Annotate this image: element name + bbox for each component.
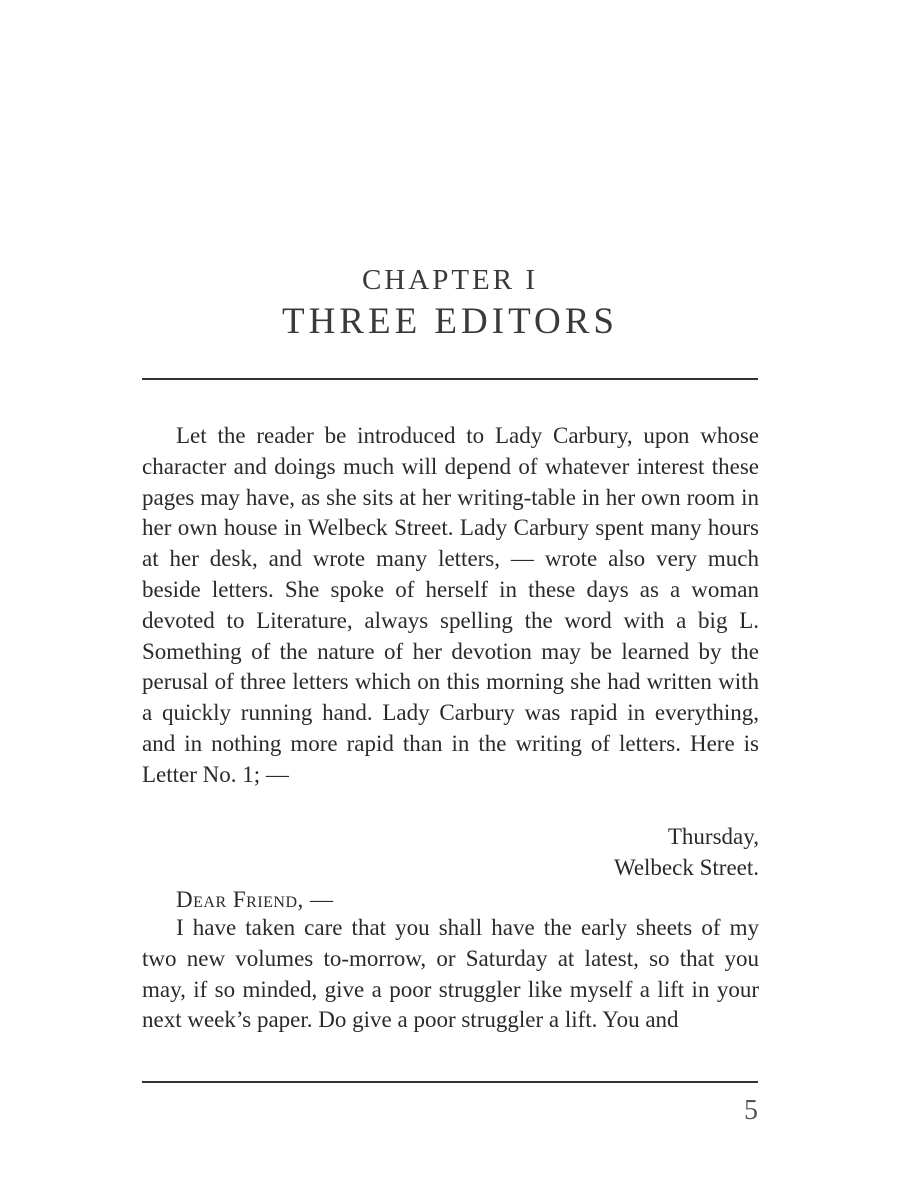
chapter-title: THREE EDITORS (281, 301, 618, 342)
page-number: 5 (744, 1095, 758, 1126)
intro-paragraph: Let the reader be introduced to Lady Carbury, upon whose character and doings much will depend of whatever interest these pages may have, as she sits at her writing-table in her own room in her own house in Welbeck Street. Lady Carbury spent many hours at her desk, and wrote many letters, — wrote also very much beside letters. She spoke of herself in these days as a woman devoted to Literature, always spelling the word with a big L. Something of the nature of her devotion may be learned by the perusal of three letters which on this morning she had written with a quickly running hand. Lady Carbury was rapid in everything, and in nothing more rapid than in the writing of letters. Here is Letter No. 1; — (142, 423, 759, 787)
letter-text (142, 913, 759, 1036)
letter-heading (142, 821, 759, 883)
top-divider (142, 378, 758, 380)
letter-address: Welbeck Street. (613, 855, 759, 880)
intro-text (142, 421, 759, 791)
bottom-divider (142, 1081, 758, 1083)
letter-body-paragraph: I have taken care that you shall have the early sheets of my two new volumes to-morrow, or Saturday at latest, so that you may, if so minded, give a poor struggler like myself a lift in your next week’s paper. Do give a poor struggler a lift. You and (142, 915, 759, 1033)
letter-date: Thursday, (667, 824, 759, 849)
letter-salutation: Dear Friend, — (176, 887, 334, 912)
chapter-number: CHAPTER I (361, 264, 539, 296)
chapter-heading (0, 262, 900, 344)
